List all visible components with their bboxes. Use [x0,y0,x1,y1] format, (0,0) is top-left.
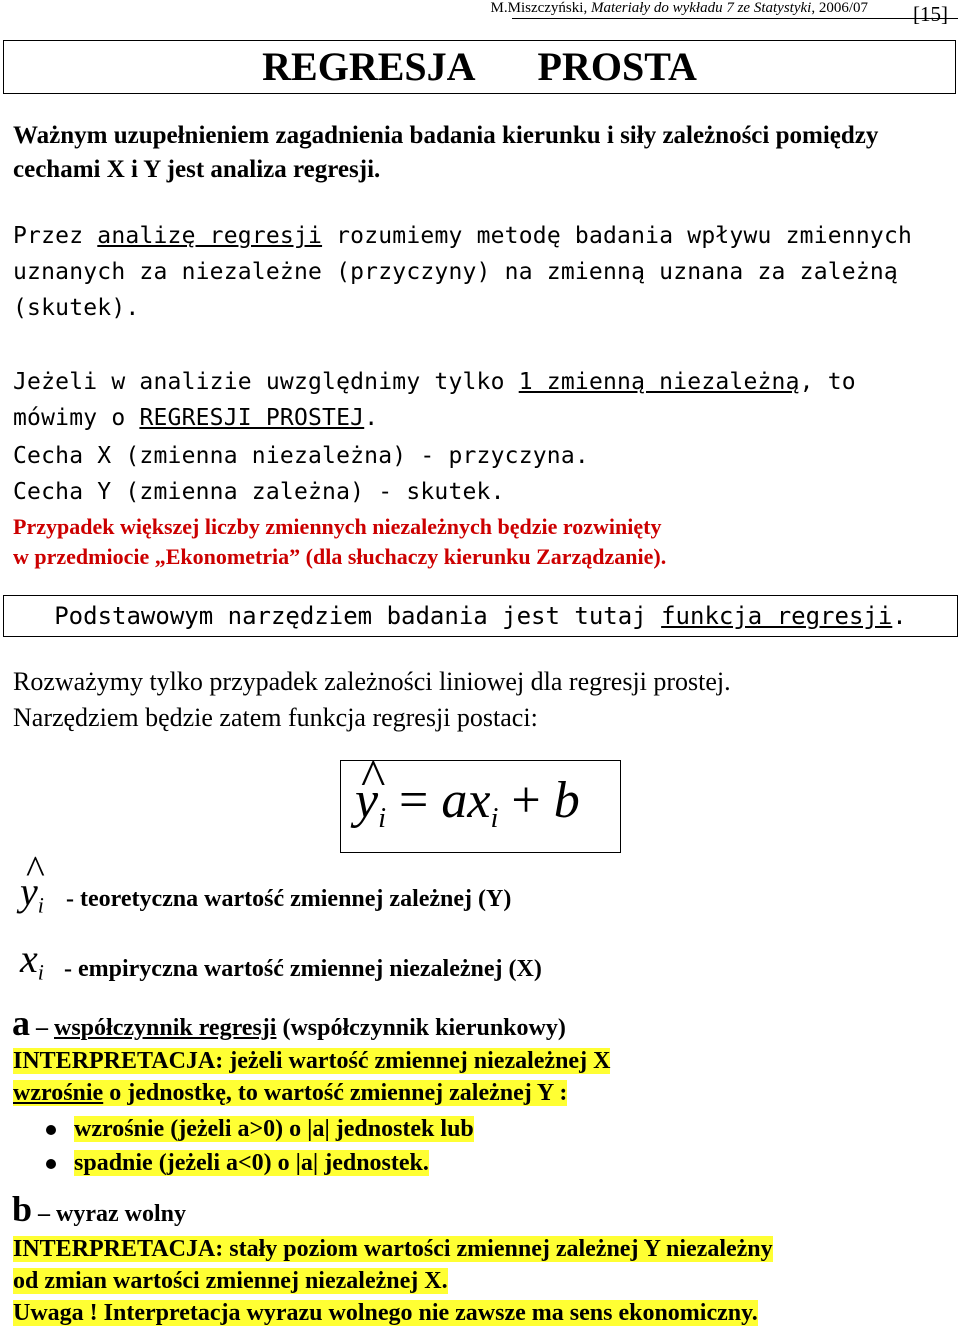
a-dash: – [30,1015,54,1041]
formula-b: b [553,772,580,829]
interp-b-line1: INTERPRETACJA: stały poziom wartości zmiennej zależnej Y niezależny [13,1236,773,1262]
bullet-dot-icon [46,1159,56,1169]
formula-x-index: i [490,803,499,834]
intro-paragraph: Ważnym uzupełnieniem zagadnienia badania kierunku i siły zależności pomiędzy cechami X i Y jest analiza regresji. [13,122,879,183]
simple-pre: Jeżeli w analizie uwzględnimy tylko [13,369,519,395]
bullet-dot-icon [46,1125,56,1135]
def-post: rozumiemy metodę badania wpływu zmiennych uznanych za niezależne (przyczyny) na zmienną uznana za zależną (skutek). [13,223,913,321]
interp-b-line2: od zmian wartości zmiennej niezależnej X. [13,1268,448,1294]
formula-a: a [441,772,468,829]
tool-term: funkcja regresji [661,602,893,630]
interp-a-line2: wzrośnie o jednostkę, to wartość zmiennej zależnej Y : [13,1080,568,1106]
linear-line2: Narzędziem będzie zatem funkcja regresji postaci: [13,703,538,732]
title-right: PROSTA [537,44,697,89]
bullet-increase: wzrośnie (jeżeli a>0) o |a| jednostek lub [46,1113,474,1145]
simple-end: . [364,405,379,431]
note-line: Uwaga ! Interpretacja wyrazu wolnego nie zawsze ma sens ekonomiczny. [13,1300,758,1326]
xi-description: - empiryczna wartość zmiennej niezależnej (X) [64,956,542,982]
header-author: M.Miszczyński, [490,0,591,16]
formula-plus: + [498,772,554,829]
tool-box [3,595,958,637]
page-header [491,0,868,17]
simple-term1: 1 zmienną niezależną [518,369,800,395]
title-box [3,40,956,94]
tool-end: . [892,602,907,630]
formula-y-index: i [378,803,387,834]
header-rule [512,18,958,19]
header-year: , 2006/07 [811,0,868,16]
a-description: (współczynnik kierunkowy) [276,1015,566,1041]
def-pre: Przez [13,223,98,249]
a-term: współczynnik regresji [54,1015,277,1041]
cecha-y-line: Cecha Y (zmienna zależna) - skutek. [13,479,505,505]
header-source: Materiały do wykładu 7 ze Statystyki [590,0,812,16]
symbol-b: b [12,1189,33,1229]
symbol-a: a [12,1003,30,1043]
symbol-yhat: ^ $y_i$ [20,868,44,919]
note-red-line2: w przedmiocie „Ekonometria” (dla słuchaczy kierunku Zarządzanie). [13,544,667,569]
title-left: REGRESJA [262,44,476,89]
note-red-line1: Przypadek większej liczby zmiennych niezależnych będzie rozwinięty [13,514,662,539]
interp-a-line1: INTERPRETACJA: jeżeli wartość zmiennej niezależnej X [13,1048,611,1074]
regression-formula-box [340,760,621,853]
linear-line1: Rozważymy tylko przypadek zależności liniowej dla regresji prostej. [13,667,731,696]
definition-paragraph [13,218,948,326]
formula-x: x [467,772,491,829]
bullet-decrease: spadnie (jeżeli a<0) o |a| jednostek. [46,1147,429,1179]
formula-equals: = [386,772,442,829]
interp-a-term: wzrośnie [13,1080,104,1106]
simple-paragraph [13,364,948,436]
simple-mid: , to mówimy o [13,369,856,431]
simple-term2: REGRESJI PROSTEJ [139,405,365,431]
yhat-description: - teoretyczna wartość zmiennej zależnej (Y) [66,886,512,912]
a-definition-line [12,1002,566,1044]
symbol-xi: $x_i$ [20,936,44,985]
formula-yhat: ^ y [355,771,378,830]
b-definition-line [12,1188,186,1230]
b-description: – wyraz wolny [32,1201,187,1227]
def-term: analizę regresji [97,223,323,249]
cecha-x-line: Cecha X (zmienna niezależna) - przyczyna. [13,443,589,469]
page-number: [15] [913,2,948,26]
tool-pre: Podstawowym narzędziem badania jest tutaj [54,602,662,630]
